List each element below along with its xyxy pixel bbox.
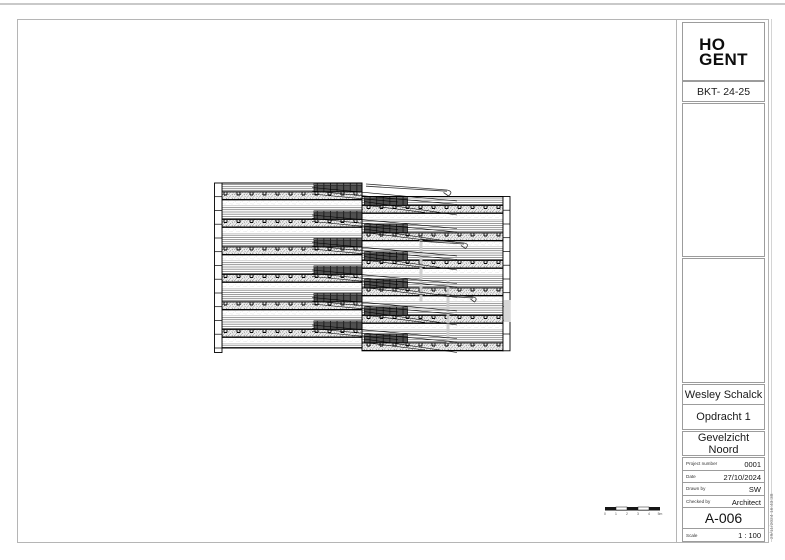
left-wall-section <box>215 183 223 353</box>
drawing-title: Gevelzicht Noord <box>697 431 750 456</box>
drawn-by-row <box>683 483 764 496</box>
logo-line-1: HO <box>699 34 726 54</box>
right-wall-section <box>503 197 510 351</box>
author-box <box>682 384 765 405</box>
plot-timestamp: 29/11/2024 16:43:38 <box>769 493 774 539</box>
left-wing <box>215 183 363 353</box>
hogent-logo <box>699 34 748 69</box>
checked-by-row <box>683 496 764 509</box>
author-name: Wesley Schalck <box>684 388 763 401</box>
date-value: 27/10/2024 <box>723 472 761 482</box>
empty-box-2 <box>682 258 765 383</box>
scale-tick-4: 4 <box>648 512 650 516</box>
logo-box <box>682 22 765 81</box>
date-label: Date <box>686 473 696 479</box>
scale-row <box>683 529 764 541</box>
scale-tick-5: 5m <box>657 512 663 516</box>
drawn-by-label: Drawn by <box>686 486 706 491</box>
scale-tick-1: 1 <box>615 512 617 516</box>
project-number-value: 0001 <box>744 460 761 469</box>
drawn-by-value: SW <box>748 485 761 494</box>
sheet-number-box <box>683 508 764 529</box>
scale-label: Scale <box>686 532 698 538</box>
project-number-label: Project number <box>686 461 718 466</box>
course-code-box <box>682 81 765 102</box>
date-row <box>683 471 764 484</box>
project-number-row <box>683 458 764 471</box>
fields-table <box>682 457 765 542</box>
drawing-title-box <box>682 431 765 456</box>
empty-box-1 <box>682 103 765 257</box>
scale-tick-3: 3 <box>637 512 639 516</box>
checked-by-label: Checked by <box>686 498 711 504</box>
right-wing <box>360 183 512 365</box>
scale-bar <box>604 507 662 516</box>
project-box <box>682 404 765 430</box>
checked-by-value: Architect <box>731 497 761 507</box>
course-code: BKT- 24-25 <box>696 85 751 98</box>
scale-tick-0: 0 <box>604 512 606 516</box>
sheet-number: A-006 <box>704 510 743 526</box>
logo-line-2: GENT <box>699 49 748 69</box>
scale-value: 1 : 100 <box>738 531 761 540</box>
title-block <box>676 19 769 542</box>
grey-strip-2 <box>447 280 450 343</box>
downpipe-marker <box>504 300 511 322</box>
scale-tick-2: 2 <box>626 512 628 516</box>
project-name: Opdracht 1 <box>696 411 751 423</box>
